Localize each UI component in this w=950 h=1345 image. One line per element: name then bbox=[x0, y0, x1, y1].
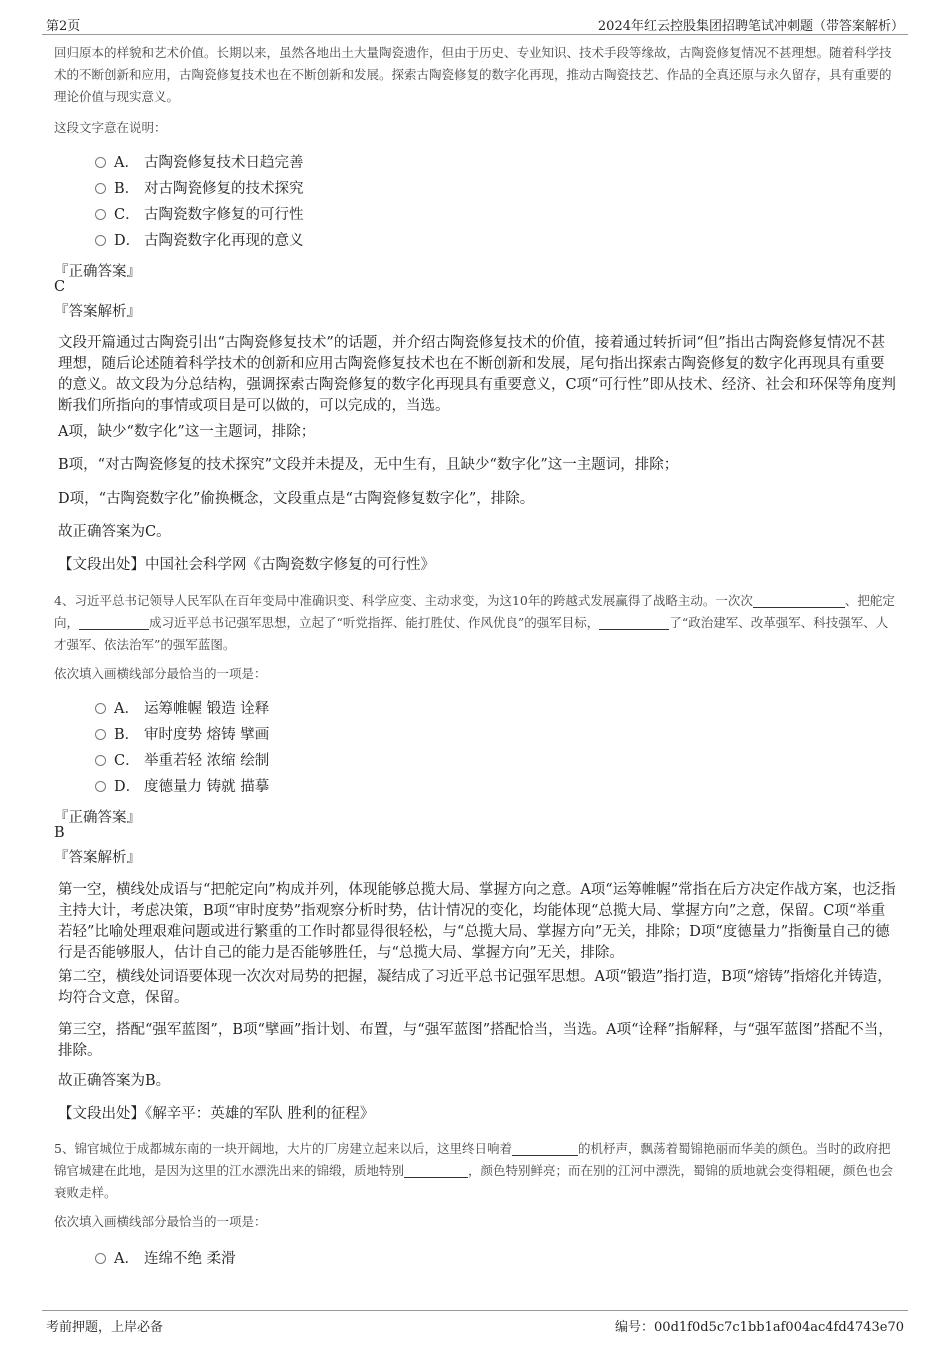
q3-option-d[interactable]: D． 古陶瓷数字化再现的意义 bbox=[95, 230, 304, 252]
q3-analysis-1: 文段开篇通过古陶瓷引出“古陶瓷修复技术”的话题，并介绍古陶瓷修复技术的价值，接着通过转折词“但”指出古陶瓷修复情况不甚理想，随后论述随着科学技术的创新和应用古陶瓷修复技术也在不断创新和发展，尾句指出探索古陶瓷修复的数字化再现具有重要的意义。故文段为分总结构，强调探索古陶瓷修复的数字化再现具有重要意义，C项“可行性”即从技术、经济、社会和环保等角度判断我们所指向的事情或项目是可以做的，可以完成的，当选。 bbox=[58, 335, 896, 414]
q3-answer-label: 『正确答案』 bbox=[54, 264, 141, 280]
q4-analysis-label: 『答案解析』 bbox=[54, 850, 141, 866]
radio-icon[interactable] bbox=[95, 1253, 106, 1264]
q4-analysis-1: 第一空，横线处成语与“把舵定向”构成并列，体现能够总揽大局、掌握方向之意。A项“运筹帷幄”常指在后方决定作战方案，也泛指主持大计，考虑决策，B项“审时度势”指观察分析时势，估计情况的变化，均能体现“总揽大局、掌握方向”之意，保留。C项“举重若轻”比喻处理艰难问题或进行繁重的工作时都显得很轻松，与“总揽大局、掌握方向”无关，排除；D项“度德量力”指衡量自己的德行是否能够服人，估计自己的能力是否能够胜任，与“总揽大局、掌握方向”无关，排除。 bbox=[58, 882, 896, 961]
radio-icon[interactable] bbox=[95, 183, 106, 194]
footer-slogan: 考前押题，上岸必备 bbox=[46, 1320, 164, 1335]
blank-1 bbox=[753, 593, 845, 608]
q4-source: 【文段出处】《解辛平：英雄的军队 胜利的征程》 bbox=[58, 1106, 375, 1122]
blank-1 bbox=[512, 1141, 578, 1156]
q5-option-a[interactable]: A． 连绵不绝 柔滑 bbox=[95, 1248, 236, 1270]
q3-option-c[interactable]: C． 古陶瓷数字修复的可行性 bbox=[95, 204, 304, 226]
q5-stem: 依次填入画横线部分最恰当的一项是： bbox=[54, 1214, 267, 1229]
q3-source: 【文段出处】中国社会科学网《古陶瓷数字修复的可行性》 bbox=[58, 557, 435, 573]
page-footer bbox=[42, 1310, 908, 1335]
q3-answer: C bbox=[54, 279, 66, 295]
q3-option-a[interactable]: A． 古陶瓷修复技术日趋完善 bbox=[95, 152, 304, 174]
radio-icon[interactable] bbox=[95, 781, 106, 792]
blank-2 bbox=[404, 1163, 468, 1178]
q4-option-b[interactable]: B． 审时度势 熔铸 擘画 bbox=[95, 724, 269, 746]
q3-analysis-4: D项，“古陶瓷数字化”偷换概念，文段重点是“古陶瓷修复数字化”，排除。 bbox=[58, 491, 535, 507]
q4-analysis-3: 第三空，搭配“强军蓝图”，B项“擘画”指计划、布置，与“强军蓝图”搭配恰当，当选。A项“诠释”指解释，与“强军蓝图”搭配不当，排除。 bbox=[58, 1022, 893, 1059]
document-id: 编号：00d1f0d5c7c1bb1af004ac4fd4743e70 bbox=[615, 1320, 904, 1335]
q4-analysis-4: 故正确答案为B。 bbox=[58, 1073, 171, 1089]
radio-icon[interactable] bbox=[95, 157, 106, 168]
q4-stem-text: 4、习近平总书记领导人民军队在百年变局中准确识变、科学应变、主动求变，为这10年的跨越式发展赢得了战略主动。一次次 、把舵定向， 成习近平总书记强军思想，立起了“听党指挥、能打胜仗、作风优良”的强军目标， 了“政治建军、改革强军、科技强军、人才强军、依法治军”的强军蓝图。 bbox=[54, 593, 895, 652]
q4-option-a[interactable]: A． 运筹帷幄 锻造 诠释 bbox=[95, 698, 269, 720]
q4-answer: B bbox=[54, 825, 65, 841]
q3-analysis-3: B项，“对古陶瓷修复的技术探究”文段并未提及，无中生有，且缺少“数字化”这一主题词，排除； bbox=[58, 457, 679, 473]
page-number: 第2页 bbox=[46, 19, 81, 34]
q5-stem-text: 5、锦官城位于成都城东南的一块开阔地，大片的厂房建立起来以后，这里终日响着 的机杼声，飘荡着蜀锦艳丽而华美的颜色。当时的政府把锦官城建在此地，是因为这里的江水漂洗出来的锦缎，质地特别 ，颜色特别鲜亮；而在别的江河中漂洗，蜀锦的质地就会变得粗硬，颜色也会衰败走样。 bbox=[54, 1141, 894, 1200]
radio-icon[interactable] bbox=[95, 703, 106, 714]
q3-analysis-5: 故正确答案为C。 bbox=[58, 524, 171, 540]
radio-icon[interactable] bbox=[95, 729, 106, 740]
radio-icon[interactable] bbox=[95, 755, 106, 766]
blank-3 bbox=[599, 615, 669, 630]
q3-analysis-label: 『答案解析』 bbox=[54, 304, 141, 320]
q4-option-d[interactable]: D． 度德量力 铸就 描摹 bbox=[95, 776, 269, 798]
q3-stem: 这段文字意在说明： bbox=[54, 120, 167, 135]
q4-answer-label: 『正确答案』 bbox=[54, 810, 141, 826]
document-title: 2024年红云控股集团招聘笔试冲刺题（带答案解析） bbox=[597, 19, 904, 34]
q4-option-c[interactable]: C． 举重若轻 浓缩 绘制 bbox=[95, 750, 269, 772]
q3-passage: 回归原本的样貌和艺术价值。长期以来，虽然各地出土大量陶瓷遗作，但由于历史、专业知识、技术手段等缘故，古陶瓷修复情况不甚理想。随着科学技术的不断创新和应用，古陶瓷修复技术也在不断创新和发展。探索古陶瓷修复的数字化再现，推动古陶瓷技艺、作品的全真还原与永久留存，具有重要的理论价值与现实意义。 bbox=[54, 45, 892, 104]
blank-2 bbox=[79, 615, 149, 630]
page-header bbox=[42, 14, 908, 35]
q4-analysis-2: 第二空，横线处词语要体现一次次对局势的把握，凝结成了习近平总书记强军思想。A项“锻造”指打造，B项“熔铸”指熔化并铸造，均符合文意，保留。 bbox=[58, 969, 892, 1006]
q4-stem: 依次填入画横线部分最恰当的一项是： bbox=[54, 666, 267, 681]
q3-option-b[interactable]: B． 对古陶瓷修复的技术探究 bbox=[95, 178, 304, 200]
radio-icon[interactable] bbox=[95, 209, 106, 220]
radio-icon[interactable] bbox=[95, 235, 106, 246]
q3-analysis-2: A项，缺少“数字化”这一主题词，排除； bbox=[58, 424, 316, 440]
